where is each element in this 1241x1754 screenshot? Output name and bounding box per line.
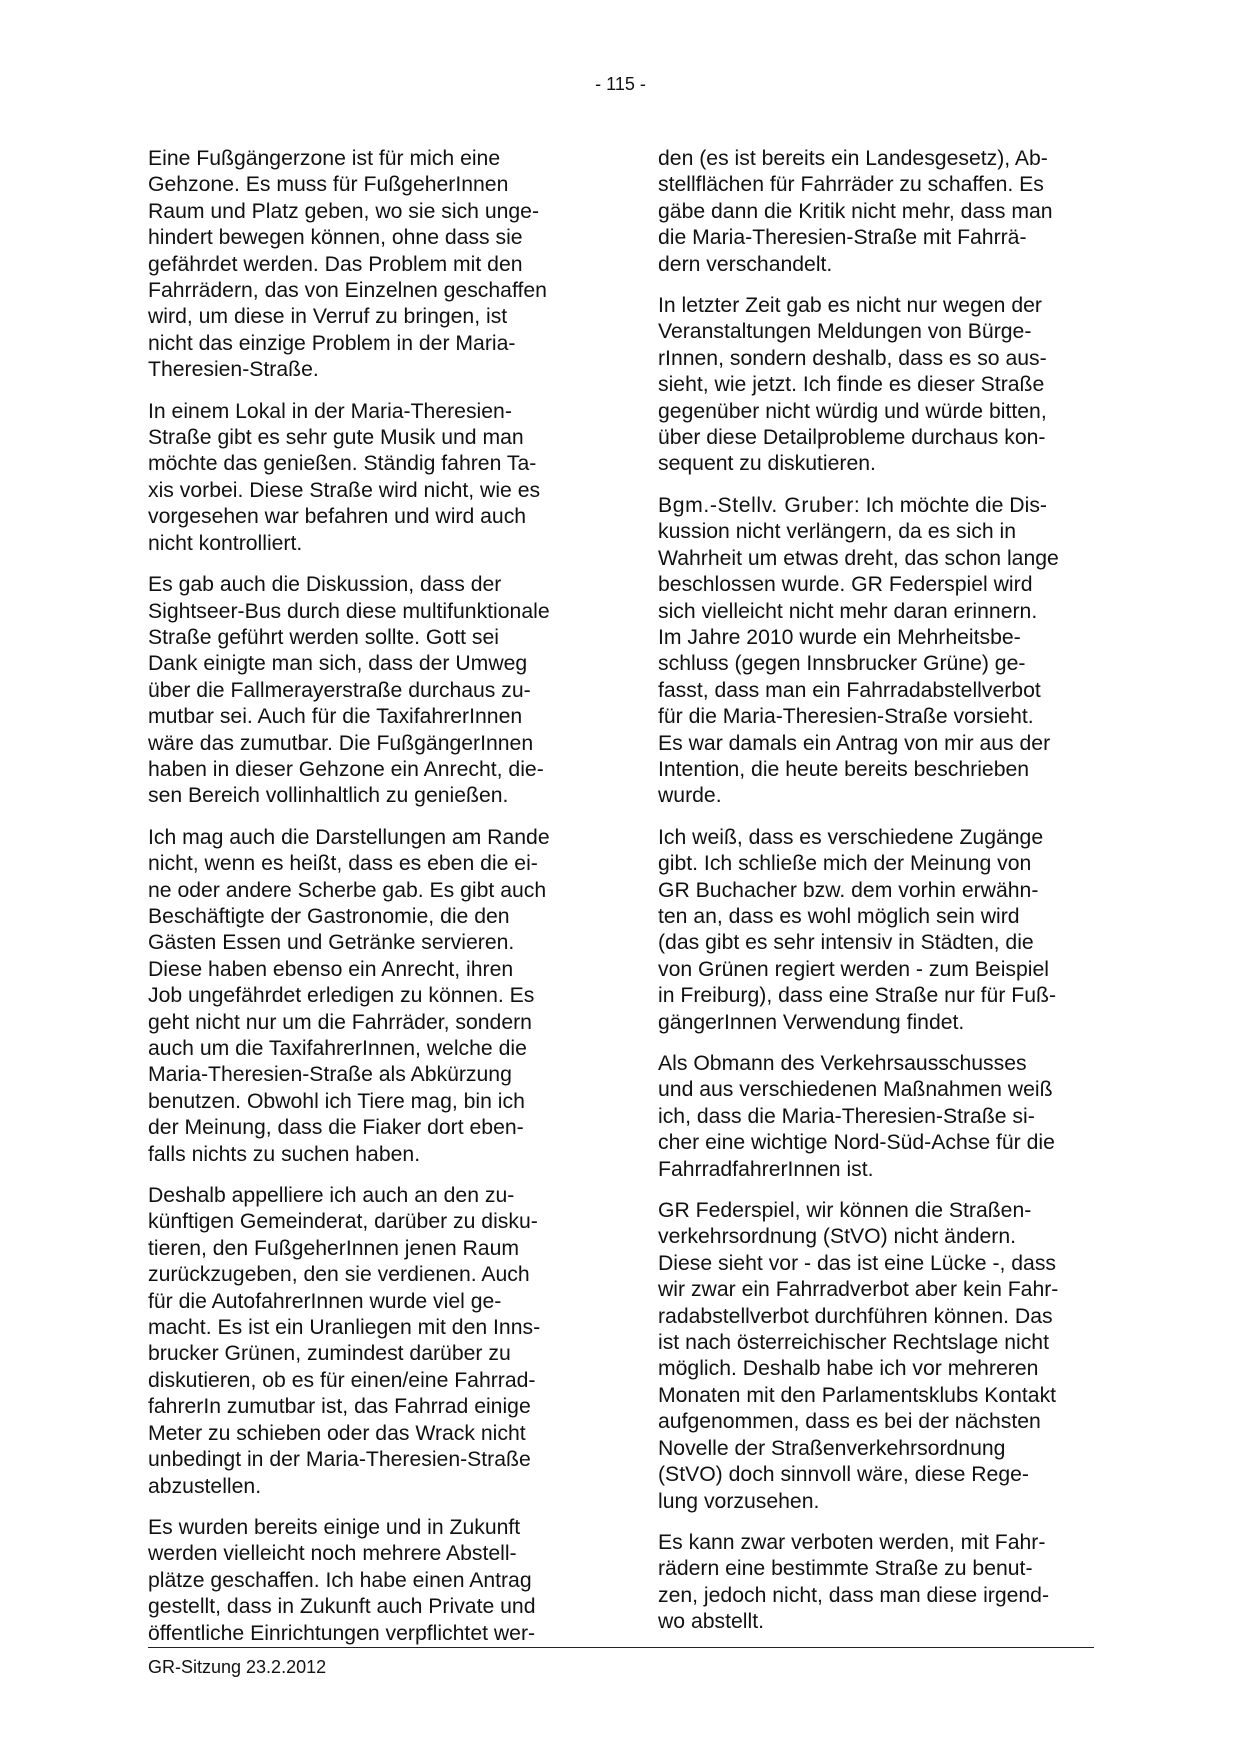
left-column <box>148 146 594 1662</box>
paragraph: Eine Fußgängerzone ist für mich eine Gehzone. Es muss für FußgeherInnen Raum und Platz geben, wo sie sich unge- hindert bewegen können, ohne dass sie gefährdet werden. Das Problem mit den Fahrrädern, das von Einzelnen geschaffen wird, um diese in Verruf zu bringen, ist nicht das einzige Problem in der Maria- Theresien-Straße. <box>148 147 547 382</box>
paragraph: den (es ist bereits ein Landesgesetz), Ab- stellflächen für Fahrräder zu schaffen. Es gäbe dann die Kritik nicht mehr, dass man die Maria-Theresien-Straße mit Fahrrä- dern verschandelt. <box>658 147 1053 276</box>
paragraph: Es gab auch die Diskussion, dass der Sightseer-Bus durch diese multifunktionale Straße geführt werden sollte. Gott sei Dank einigte man sich, dass der Umweg über die Fallmerayerstraße durchaus zu- mutbar sei. Auch für die TaxifahrerInnen wäre das zumutbar. Die FußgängerInnen haben in dieser Gehzone ein Anrecht, die- sen Bereich vollinhaltlich zu genießen. <box>148 573 550 808</box>
paragraph: Deshalb appelliere ich auch an den zu- künftigen Gemeinderat, darüber zu disku- tieren, den FußgeherInnen jenen Raum zurückzugeben, den sie verdienen. Auch für die AutofahrerInnen wurde viel ge- macht. Es ist ein Uranliegen mit den Inns- brucker Grünen, zumindest darüber zu diskutieren, ob es für einen/eine Fahrrad- fahrerIn zumutbar ist, das Fahrrad einige Meter zu schieben oder das Wrack nicht unbedingt in der Maria-Theresien-Straße abzustellen. <box>148 1184 541 1498</box>
paragraph: GR Federspiel, wir können die Straßen- verkehrsordnung (StVO) nicht ändern. Diese sieht vor - das ist eine Lücke -, dass wir zwar ein Fahrradverbot aber kein Fahr- radabstellverbot durchführen können. Das ist nach österreichischer Rechtslage nicht möglich. Deshalb habe ich vor mehreren Monaten mit den Parlamentsklubs Kontakt aufgenommen, dass es bei der nächsten Novelle der Straßenverkehrsordnung (StVO) doch sinnvoll wäre, diese Rege- lung vorzusehen. <box>658 1199 1059 1513</box>
footer-divider <box>148 1647 1094 1648</box>
paragraph: Ich mag auch die Darstellungen am Rande nicht, wenn es heißt, dass es eben die ei- ne oder andere Scherbe gab. Es gibt auch Beschäftigte der Gastronomie, die den Gästen Essen und Getränke servieren. Diese haben ebenso ein Anrecht, ihren Job ungefährdet erledigen zu können. Es geht nicht nur um die Fahrräder, sondern auch um die TaxifahrerInnen, welche die Maria-Theresien-Straße als Abkürzung benutzen. Obwohl ich Tiere mag, bin ich der Meinung, dass die Fiaker dort eben- falls nichts zu suchen haben. <box>148 825 550 1166</box>
paragraph: Es kann zwar verboten werden, mit Fahr- rädern eine bestimmte Straße zu benut- zen, jedoch nicht, dass man diese irgend- wo abstellt. <box>658 1530 1050 1634</box>
paragraph: In letzter Zeit gab es nicht nur wegen der Veranstaltungen Meldungen von Bürge- rInnen, sondern deshalb, dass es so aus- sieht, wie jetzt. Ich finde es dieser Straße gegenüber nicht würdig und würde bitten, über diese Detailprobleme durchaus kon- sequent zu diskutieren. <box>658 294 1047 476</box>
page-number: - 115 - <box>595 74 646 94</box>
speaker-paragraph <box>658 493 1104 810</box>
paragraph: In einem Lokal in der Maria-Theresien- Straße gibt es sehr gute Musik und man möchte das genießen. Ständig fahren Ta- xis vorbei. Diese Straße wird nicht, wie es vorgesehen war befahren und wird auch nicht kontrolliert. <box>148 399 541 555</box>
paragraph: Als Obmann des Verkehrsausschusses und aus verschiedenen Maßnahmen weiß ich, dass die Maria-Theresien-Straße si- cher eine wichtige Nord-Süd-Achse für die FahrradfahrerInnen ist. <box>658 1052 1055 1181</box>
footer-text: GR-Sitzung 23.2.2012 <box>148 1657 327 1677</box>
speaker-name: Bgm.-Stellv. Gruber <box>658 493 854 517</box>
speaker-text: : Ich möchte die Dis- kussion nicht verlängern, da es sich in Wahrheit um etwas dreht, das schon lange beschlossen wurde. GR Federspiel wird sich vielleicht nicht mehr daran erinnern. Im Jahre 2010 wurde ein Mehrheitsbe- schluss (gegen Innsbrucker Grüne) ge- fasst, dass man ein Fahrradabstellverbot für die Maria-Theresien-Straße vorsieht. Es war damals ein Antrag von mir aus der Intention, die heute bereits beschrieben wurde. <box>658 493 1059 808</box>
paragraph: Es wurden bereits einige und in Zukunft werden vielleicht noch mehrere Abstell- plätze geschaffen. Ich habe einen Antrag gestellt, dass in Zukunft auch Private und öffentliche Einrichtungen verpflichtet wer- <box>148 1515 536 1645</box>
right-column <box>658 146 1104 1651</box>
paragraph: Ich weiß, dass es verschiedene Zugänge gibt. Ich schließe mich der Meinung von GR Buchacher bzw. dem vorhin erwähn- ten an, dass es wohl möglich sein wird (das gibt es sehr intensiv in Städten, die von Grünen regiert werden - zum Beispiel in Freiburg), dass eine Straße nur für Fuß- gängerInnen Verwendung findet. <box>658 825 1057 1034</box>
